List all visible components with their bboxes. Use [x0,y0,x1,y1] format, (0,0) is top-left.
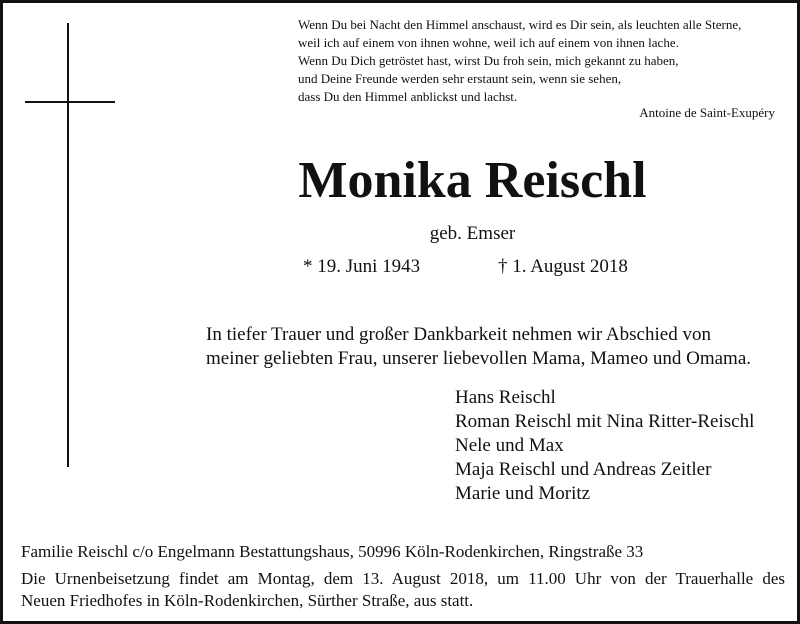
contact-address: Familie Reischl c/o Engelmann Bestattungshaus, 50996 Köln-Rodenkirchen, Ringstraße 33 [21,542,644,561]
quote-author: Antoine de Saint-Exupéry [639,105,775,120]
funeral-notice [21,568,785,612]
cross-symbol-vertical-bar [67,23,69,467]
memorial-quote [298,16,788,106]
death-date: † 1. August 2018 [498,256,628,277]
birth-name: geb. Emser [429,223,516,244]
mourner-name: Nele und Max [455,435,564,456]
funeral-notice-line: Neuen Friedhofes in Köln-Rodenkirchen, Sürther Straße, aus statt. [21,591,474,610]
mourner-name: Roman Reischl mit Nina Ritter-Reischl [455,411,755,432]
mourner-name: Maja Reischl und Andreas Zeitler [455,459,712,480]
mourner-name: Marie und Moritz [455,483,591,504]
quote-line: und Deine Freunde werden sehr erstaunt sein, wenn sie sehen, [298,71,622,86]
quote-line: Wenn Du bei Nacht den Himmel anschaust, wird es Dir sein, als leuchten alle Sterne, [298,17,742,32]
announcement-line: meiner geliebten Frau, unserer liebevollen Mama, Mameo und Omama. [206,348,752,369]
quote-line: Wenn Du Dich getröstet hast, wirst Du froh sein, mich gekannt zu haben, [298,53,679,68]
funeral-notice-line: Die Urnenbeisetzung findet am Montag, dem 13. August 2018, um 11.00 Uhr von der Trauerhalle des [21,569,785,588]
birth-date: * 19. Juni 1943 [303,256,421,277]
announcement-line: In tiefer Trauer und großer Dankbarkeit nehmen wir Abschied von [206,324,711,345]
mourner-name: Hans Reischl [455,387,556,408]
deceased-name: Monika Reischl [298,152,647,209]
announcement-text [206,323,751,371]
cross-symbol-horizontal-bar [25,101,115,103]
quote-line: dass Du den Himmel anblickst und lachst. [298,89,518,104]
mourners-list [455,386,754,506]
quote-line: weil ich auf einem von ihnen wohne, weil ich auf einem von ihnen lache. [298,35,679,50]
